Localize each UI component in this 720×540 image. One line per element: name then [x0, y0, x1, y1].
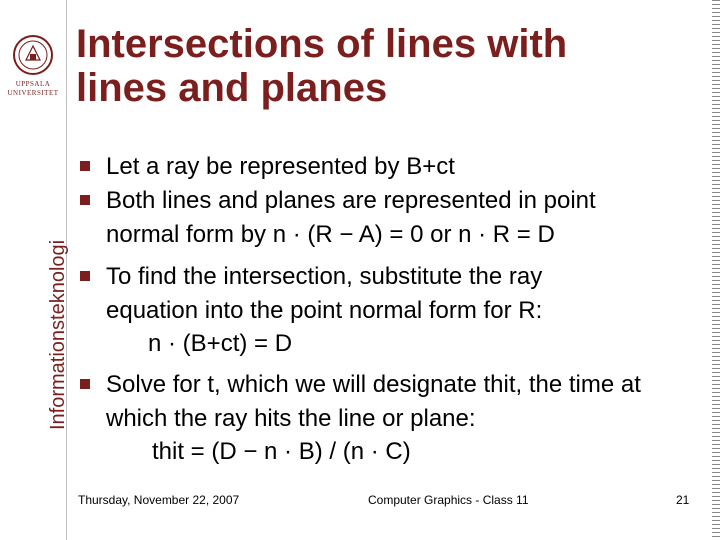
sidebar [0, 0, 67, 540]
department-label: Informationsteknologi [47, 239, 69, 430]
page-number: 21 [676, 493, 690, 507]
bullet-text-line: Solve for t, which we will designate thit, the time at [106, 371, 641, 398]
bullet-text-line: which the ray hits the line or plane: [106, 405, 476, 432]
university-name-line2: UNIVERSITET [7, 89, 59, 97]
slide-title: Intersections of lines with lines and planes [76, 22, 568, 110]
square-bullet-icon [80, 379, 90, 389]
bullet-item [80, 184, 700, 252]
bullet-text: Let a ray be represented by B+ct [106, 153, 455, 180]
square-bullet-icon [80, 195, 90, 205]
bullet-item [80, 368, 700, 436]
formula-substitution: n · (B+ct) = D [148, 330, 293, 357]
square-bullet-icon [80, 271, 90, 281]
bullet-text-line: equation into the point normal form for R: [106, 297, 543, 324]
formula-thit: thit = (D − n · B) / (n · C) [152, 438, 411, 465]
decorative-tick-border [712, 0, 720, 540]
bullet-text-line: normal form by n · (R − A) = 0 or n · R = D [106, 221, 555, 248]
footer-course: Computer Graphics - Class 11 [368, 493, 529, 507]
bullet-item [80, 260, 700, 328]
bullet-text-line: To find the intersection, substitute the ray [106, 263, 543, 290]
university-name-line1: UPPSALA [15, 80, 51, 88]
university-seal-logo [12, 34, 54, 76]
bullet-text-line: Both lines and planes are represented in point [106, 187, 596, 214]
square-bullet-icon [80, 161, 90, 171]
bullet-item [80, 150, 700, 184]
slide-body [80, 150, 700, 468]
footer-date: Thursday, November 22, 2007 [78, 493, 240, 507]
